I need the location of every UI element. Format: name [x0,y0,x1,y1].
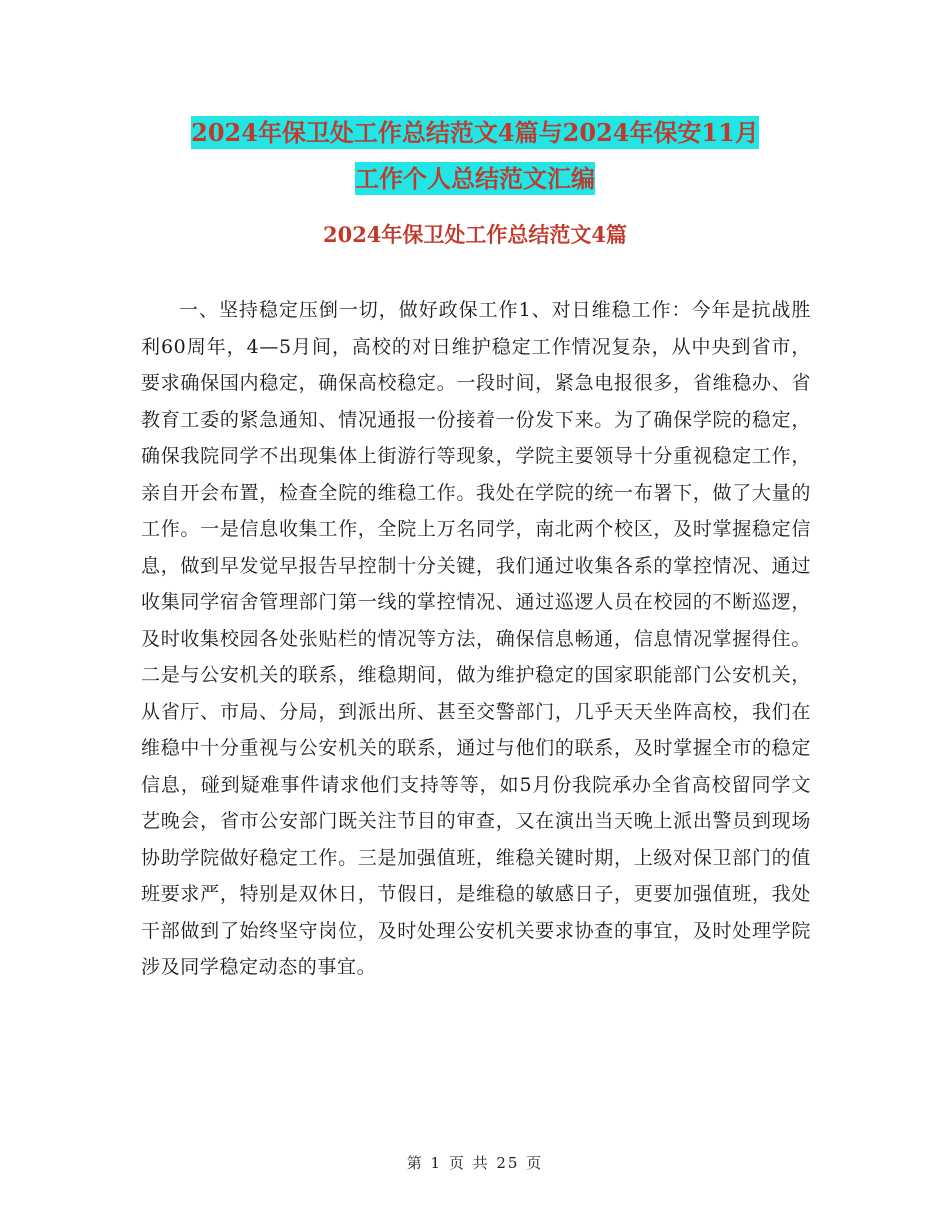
body-paragraph: 一、坚持稳定压倒一切，做好政保工作1、对日维稳工作：今年是抗战胜利60周年，4—5月间，高校的对日维护稳定工作情况复杂，从中央到省市，要求确保国内稳定，确保高校稳定。一段时间，紧急电报很多，省维稳办、省教育工委的紧急通知、情况通报一份接着一份发下来。为了确保学院的稳定，确保我院同学不出现集体上街游行等现象，学院主要领导十分重视稳定工作，亲自开会布置，检查全院的维稳工作。我处在学院的统一布署下，做了大量的工作。一是信息收集工作，全院上万名同学，南北两个校区，及时掌握稳定信息，做到早发觉早报告早控制十分关键，我们通过收集各系的掌控情况、通过收集同学宿舍管理部门第一线的掌控情况、通过巡逻人员在校园的不断巡逻，及时收集校园各处张贴栏的情况等方法，确保信息畅通，信息情况掌握得住。二是与公安机关的联系，维稳期间，做为维护稳定的国家职能部门公安机关，从省厅、市局、分局，到派出所、甚至交警部门，几乎天天坐阵高校，我们在维稳中十分重视与公安机关的联系，通过与他们的联系，及时掌握全市的稳定信息，碰到疑难事件请求他们支持等等，如5月份我院承办全省高校留同学文艺晚会，省市公安部门既关注节目的审查，又在演出当天晚上派出警员到现场协助学院做好稳定工作。三是加强值班，维稳关键时期，上级对保卫部门的值班要求严，特别是双休日，节假日，是维稳的敏感日子，更要加强值班，我处干部做到了始终坚守岗位，及时处理公安机关要求协查的事宜，及时处理学院涉及同学稳定动态的事宜。 [141,299,811,978]
page-footer: 第 1 页 共 25 页 [406,1154,544,1172]
document-title-line-2: 工作个人总结范文汇编 [355,164,595,193]
section-title: 2024年保卫处工作总结范文4篇 [322,222,628,247]
document-title [120,110,830,202]
document-title-line-1: 2024年保卫处工作总结范文4篇与2024年保安11月 [191,118,759,147]
